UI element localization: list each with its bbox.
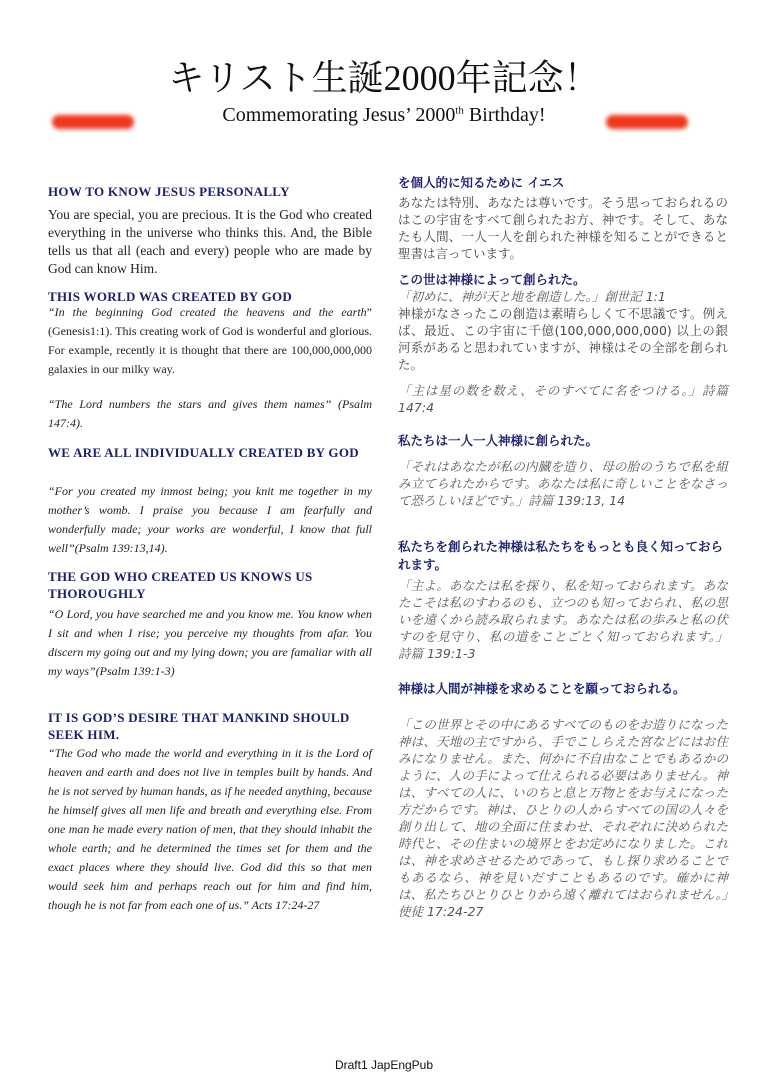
jp-psalm-147: 「主は星の数を数え、そのすべてに名をつける。」詩篇 147:4 [398,383,728,415]
jp-quote-psalm-139-13: 「それはあなたが私の内臓を造り、母の胎のうちで私を組み立てられたからです。あなたは私に奇しいことをなさって恐ろしいほどです。」詩篇 139:13, 14 [398,459,728,508]
en-heading-know-jesus: HOW TO KNOW JESUS PERSONALLY [48,184,290,199]
en-quote-psalm-139-1: “O Lord, you have searched me and you know me. You know when I sit and when I rise; you perceive my thoughts from afar. You discern my going out and my lying down; you are famaliar with all my ways”(Psalm 139:1-3) [48,607,372,678]
subtitle-text-end: Birthday! [463,104,546,126]
decorative-red-bar-right [606,115,688,129]
en-quote-acts-17: “The God who made the world and everything in it is the Lord of heaven and earth and does not live in temples built by hands. And he is not served by human hands, as if he needed anything, because he himself gives all men life and breath and everything else. From one man he made every nation of men, that they should inhabit the whole earth; and he determined the times set for them and the exact places where they should live. God did this so that men would seek him and perhaps reach out for him and find him, though he is not far from each one of us.” Acts 17:24-27 [48,746,372,912]
jp-heading-know-jesus: を個人的に知るために イエス [398,175,565,190]
en-heading-knows-us: THE GOD WHO CREATED US KNOWS US THOROUGHLY [48,569,313,601]
jp-heading-knows-us: 私たちを創られた神様は私たちをもっとも良く知っておられます。 [398,539,724,572]
page-footer: Draft1 JapEngPub [334,1058,434,1072]
en-body-world-created [48,303,372,379]
jp-quote-acts-17: 「この世界とその中にあるすべてのものをお造りになった神は、天地の主ですから、手でこしらえた宮などにはお住みになりません。また、何かに不自由なことでもあるかのように、人の手によって仕えられる必要はありません。神は、すべての人に、いのちと息と万物とをお与えになった方だからです。神は、ひとりの人からすべての国の人々を創り出して、地の全面に住まわせ、それぞれに決められた時代と、その住まいの境界とをお定めになりました。これは、神を求めさせるためであって、もし探り求めることでもあるなら、神を見いだすこともあるのです。確かに神は、私たちひとりひとりから遠く離れてはおられません。」使徒 17:24-27 [398,717,728,919]
jp-heading-world-created: この世は神様によって創られた。 [398,272,586,287]
jp-quote-psalm-139-1: 「主よ。あなたは私を探り、私を知っておられます。あなたこそは私のすわるのも、立つのも知っておられ、私の思いを遠くから読み取られます。あなたは私の歩みと私の伏すのを見守り、私の道をことごとく知っておられます。」詩篇 139:1-3 [398,578,728,661]
subtitle-text: Commemorating Jesus’ 2000 [222,104,456,126]
page-title: キリスト生誕2000年記念！ [168,58,600,98]
en-heading-seek-him: IT IS GOD’S DESIRE THAT MANKIND SHOULD SEEK HIM. [48,710,350,742]
jp-heading-seek-him: 神様は人間が神様を求めることを願っておられる。 [398,681,686,696]
jp-body-world-created: 神様がなさったこの創造は素晴らしくて不思議です。例えば、最近、この宇宙に千億(100,000,000,000) 以上の銀河系があると思われていますが、神様はその全部を創られた。 [398,306,728,372]
en-psalm-147: “The Lord numbers the stars and gives them names” (Psalm 147:4). [48,397,372,430]
en-body-know-jesus: You are special, you are precious. It is the God who created everything in the universe who thinks this. And, the Bible tells us that all (each and every) people who are made by God can know Him. [48,207,372,276]
jp-body-know-jesus: あなたは特別、あなたは尊いです。そう思っておられるのはこの宇宙をすべて創られたお方、神です。そして、あなたも人間、一人一人を創られた神様を知ることができると聖書は言っています。 [398,195,728,261]
en-quote-psalm-139-13: “For you created my inmost being; you knit me together in my mother’s womb. I praise you because I am fearfully and wonderfully made; your works are wonderful, I know that full well”(Psalm 139:13,14). [48,484,372,555]
en-genesis-body: ” (Genesis1:1). This creating work of God is wonderful and glorious. For example, recently it is thought that there are 100,000,000,000 galaxies in our milky way. [48,305,372,376]
jp-genesis-quote: 「初めに、神が天と地を創造した。」創世記 1:1 [398,289,666,304]
en-genesis-quote: “In the beginning God created the heavens and the earth [48,305,367,319]
en-heading-world-created: THIS WORLD WAS CREATED BY GOD [48,289,293,304]
jp-heading-individually-created: 私たちは一人一人神様に創られた。 [398,433,599,448]
en-heading-individually-created: WE ARE ALL INDIVIDUALLY CREATED BY GOD [48,445,359,460]
subtitle-superscript: th [455,104,464,117]
